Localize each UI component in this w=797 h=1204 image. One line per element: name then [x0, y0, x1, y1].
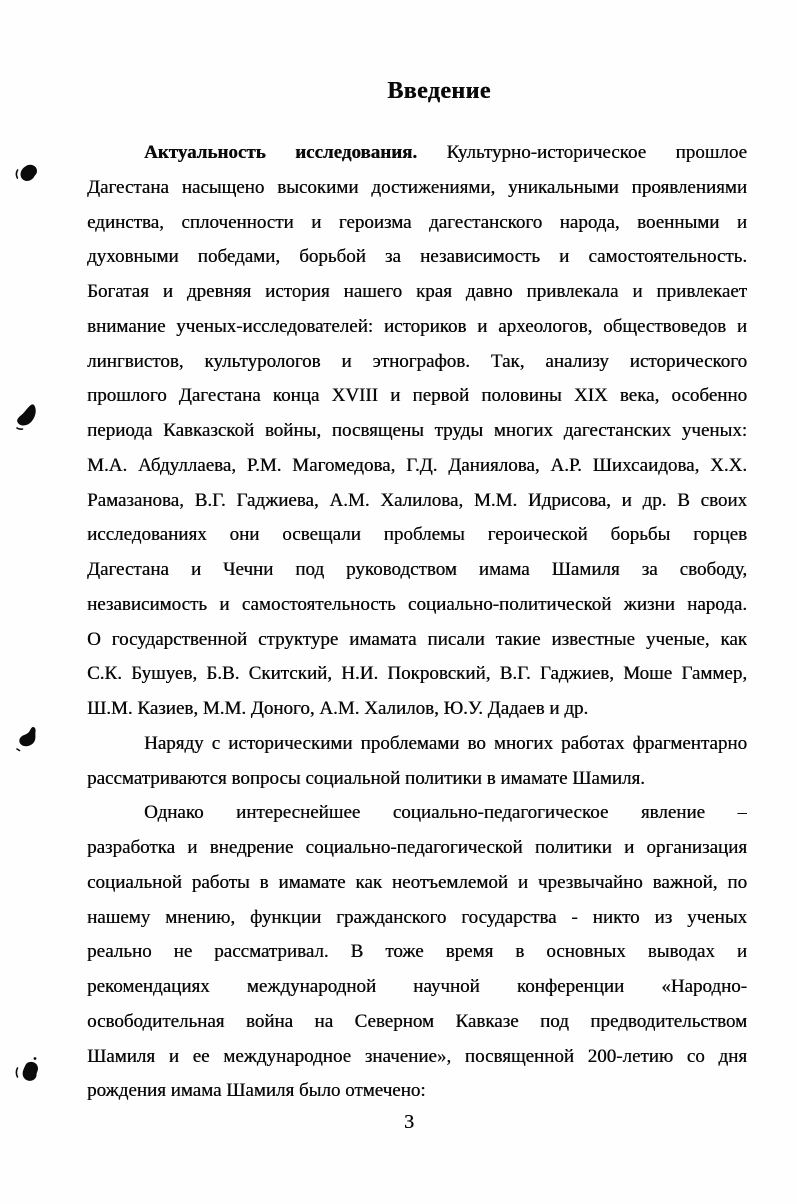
text-line: исследованиях они освещали проблемы героической борьбы горцев	[87, 524, 747, 546]
ink-blot-artifact	[13, 725, 41, 755]
text-line: С.К. Бушуев, Б.В. Скитский, Н.И. Покровский, В.Г. Гаджиев, Моше Гаммер,	[87, 663, 747, 685]
ink-blot-artifact	[14, 162, 40, 188]
text-line: Наряду с историческими проблемами во многих работах фрагментарно	[144, 732, 747, 754]
text-body	[87, 136, 747, 1109]
text-line: социальной работы в имамате как неотъемлемой и чрезвычайно важной, по	[87, 871, 747, 893]
text-line: рекомендациях международной научной конференции «Народно-	[87, 976, 747, 997]
text-line: разработка и внедрение социально-педагогической политики и организация	[87, 837, 747, 858]
text-line: Однако интереснейшее социально-педагогическое явление –	[144, 802, 747, 824]
page-number: 3	[404, 1111, 414, 1133]
ink-blot-artifact	[12, 401, 40, 433]
text-line: освободительная война на Северном Кавказе под предводительством	[87, 1010, 747, 1032]
text-line: нашему мнению, функции гражданского государства - никто из ученых	[87, 906, 747, 928]
text-line: реально не рассматривал. В тоже время в основных выводах и	[87, 941, 747, 963]
text-line: рассматриваются вопросы социальной политики в имамате Шамиля.	[87, 767, 645, 789]
text-line: рождения имама Шамиля было отмечено:	[87, 1080, 426, 1102]
text-line: Дагестана и Чечни под руководством имама Шамиля за свободу,	[87, 559, 747, 580]
text-line: Рамазанова, В.Г. Гаджиева, А.М. Халилова, М.М. Идрисова, и др. В своих	[87, 489, 747, 511]
text-line: М.А. Абдуллаева, Р.М. Магомедова, Г.Д. Даниялова, А.Р. Шихсаидова, Х.Х.	[87, 454, 747, 476]
text-line: Ш.М. Казиев, М.М. Доного, А.М. Халилов, Ю.У. Дадаев и др.	[87, 698, 589, 719]
ink-blot-artifact	[13, 1055, 43, 1089]
text-line: духовными победами, борьбой за независимость и самостоятельность.	[87, 246, 747, 268]
text-line: О государственной структуре имамата писали такие известные ученые, как	[87, 628, 747, 650]
text-line: независимость и самостоятельность социально-политической жизни народа.	[87, 593, 747, 615]
text-line: лингвистов, культурологов и этнографов. Так, анализу исторического	[87, 350, 747, 372]
page-title: Введение	[387, 78, 491, 105]
text-line: Актуальность исследования. Культурно-историческое прошлое	[144, 142, 747, 163]
text-line: Богатая и древняя история нашего края давно привлекала и привлекает	[87, 281, 747, 302]
text-line: внимание ученых-исследователей: историков и археологов, обществоведов и	[87, 315, 747, 337]
text-line: прошлого Дагестана конца XVIII и первой половины XIX века, особенно	[87, 385, 747, 407]
text-line: периода Кавказской войны, посвящены труды многих дагестанских ученых:	[87, 420, 747, 441]
text-line: Шамиля и ее международное значение», посвященной 200-летию со дня	[87, 1045, 747, 1067]
text-line: единства, сплоченности и героизма дагестанского народа, военными и	[87, 211, 747, 233]
bold-lead-text: Актуальность исследования.	[144, 142, 418, 163]
text-line: Дагестана насыщено высокими достижениями, уникальными проявлениями	[87, 176, 747, 198]
